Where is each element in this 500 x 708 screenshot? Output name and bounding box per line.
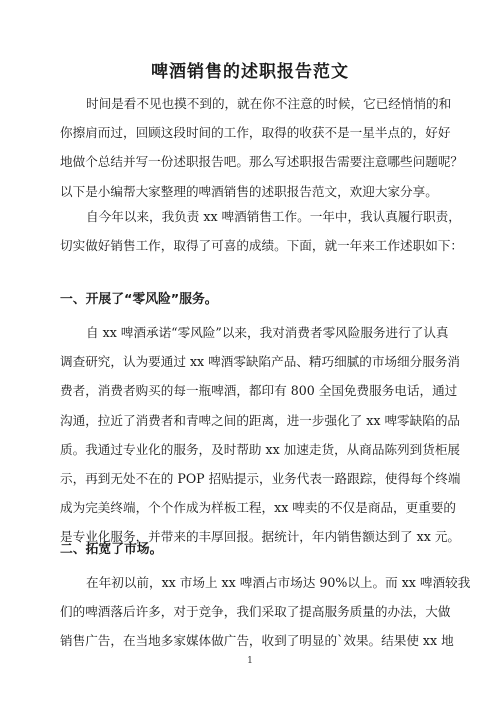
intro-line: 地做个总结并写一份述职报告吧。那么写述职报告需要注意哪些问题呢？ <box>60 154 463 170</box>
opening-paragraph <box>60 202 463 260</box>
section1-line: 自 xx 啤酒承诺“零风险”以来，我对消费者零风险服务进行了认真 <box>86 325 449 340</box>
section1-heading: 一、开展了“零风险”服务。 <box>60 292 218 307</box>
section2-heading: 二、拓宽了市场。 <box>60 542 163 557</box>
section2-paragraph <box>60 568 471 656</box>
opening-line: 切实做好销售工作，取得了可喜的成绩。下面，就一年来工作述职如下： <box>60 238 463 254</box>
section2-line: 在年初以前，xx 市场上 xx 啤酒占市场达 90%以上。而 xx 啤酒较我 <box>86 575 471 590</box>
section1-paragraph <box>60 318 461 552</box>
section1-line: 费者，消费者购买的每一瓶啤酒，都印有 800 全国免费服务电话，通过 <box>60 383 458 399</box>
intro-line: 时间是看不见也摸不到的，就在你不注意的时候，它已经悄悄的和 <box>86 96 452 111</box>
section1-line: 质。我通过专业化的服务，及时帮助 xx 加速走货，从商品陈列到货柜展 <box>60 441 461 457</box>
intro-line: 以下是小编帮大家整理的啤酒销售的述职报告范文，欢迎大家分享。 <box>60 183 438 199</box>
intro-paragraph <box>60 89 463 206</box>
document-title: 啤酒销售的述职报告范文 <box>151 62 349 82</box>
page-number: 1 <box>247 656 253 666</box>
section1-line: 是专业化服务，并带来的丰厚回报。据统计，年内销售额达到了 xx 元。 <box>60 529 461 545</box>
section1-line: 成为完美终端，个个作成为样板工程，xx 啤卖的不仅是商品，更重要的 <box>60 500 457 516</box>
section2-line: 销售广告，在当地多家媒体做广告，收到了明显的`效果。结果使 xx 地 <box>60 633 454 649</box>
section2-line: 们的啤酒落后许多，对于竞争，我们采取了提高服务质量的办法，大做 <box>60 604 451 620</box>
intro-line: 你擦肩而过，回顾这段时间的工作，取得的收获不是一星半点的，好好 <box>60 125 451 141</box>
section1-line: 示，再到无处不在的 POP 招贴提示，业务代表一路跟踪，使得每个终端 <box>60 470 461 486</box>
opening-line: 自今年以来，我负责 xx 啤酒销售工作。一年中，我认真履行职责， <box>86 209 461 224</box>
section1-line: 沟通，拉近了消费者和青啤之间的距离，进一步强化了 xx 啤零缺陷的品 <box>60 412 461 428</box>
section1-line: 调查研究，认为要通过 xx 啤酒零缺陷产品、精巧细腻的市场细分服务消 <box>60 354 461 370</box>
